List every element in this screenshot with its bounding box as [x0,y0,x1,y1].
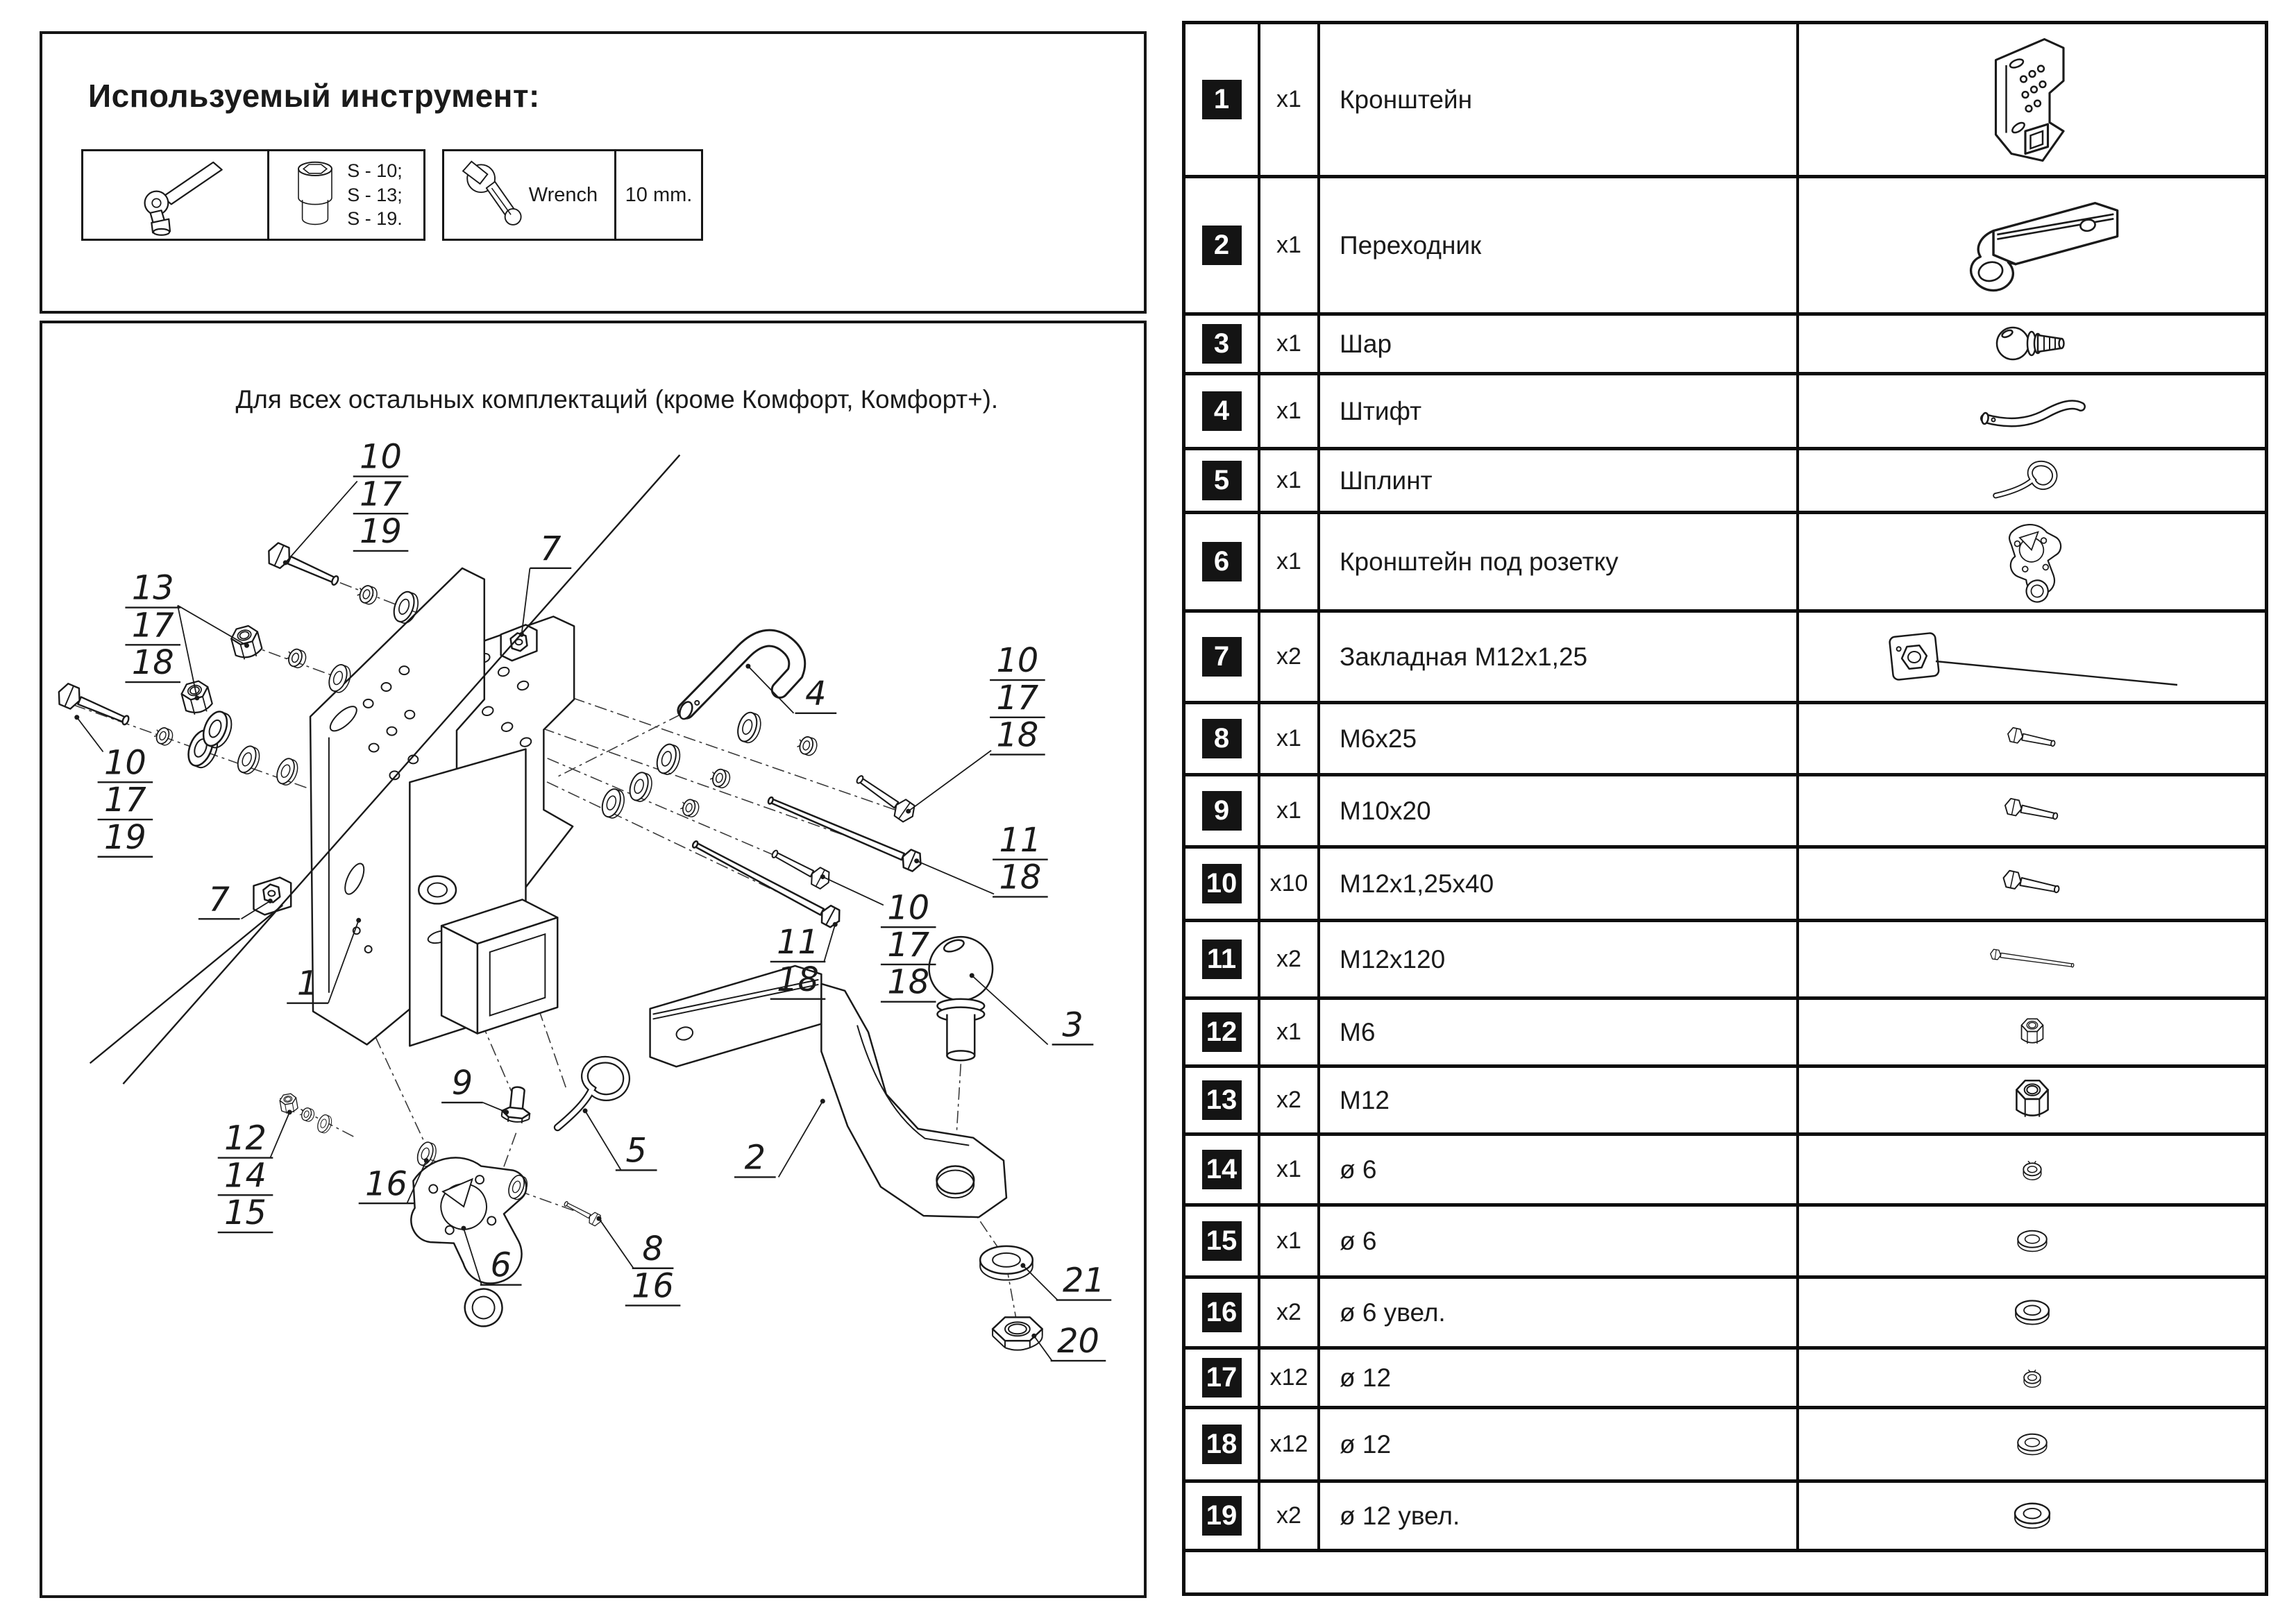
part-name: Переходник [1340,230,1482,260]
part-name-cell [1320,922,1799,996]
part-number-badge: 10 [1202,864,1242,903]
callout-number: 1 [296,965,319,1003]
callout-number: 8 [642,1230,664,1268]
part-icon-pin [1977,392,2088,430]
part-icon-adapter [1932,190,2133,301]
table-row [1185,1068,2265,1136]
socket-cell [269,151,423,239]
callout-number: 18 [777,960,819,999]
callout-number: 18 [887,963,930,1002]
callout [583,1108,657,1170]
exploded-view-drawing [42,323,1144,1595]
quantity-cell [1260,178,1320,312]
fastener-chains-right [599,710,925,929]
part-name: М6 [1340,1017,1376,1046]
part-number-cell [1185,1000,1260,1064]
part-icon-washer-s [2016,1227,2049,1255]
ball-part [929,937,993,1060]
wrench-box [442,149,703,241]
part-image-cell [1799,704,2265,773]
part-image-cell [1799,922,2265,996]
cotter-clip-part [557,1060,626,1128]
part-number-cell [1185,1136,1260,1203]
part-name: ø 6 [1340,1226,1377,1255]
part-name: Кронштейн под розетку [1340,547,1619,576]
callout [125,570,249,701]
quantity-cell [1260,1483,1320,1549]
quantity-value: x1 [1276,1227,1301,1254]
quantity-value: x1 [1276,548,1301,575]
quantity-value: x1 [1276,467,1301,493]
part-name: М12х120 [1340,944,1446,974]
table-row [1185,24,2265,178]
quantity-cell [1260,514,1320,609]
quantity-cell [1260,375,1320,447]
part-image-cell [1799,375,2265,447]
quantity-value: x1 [1276,1156,1301,1182]
callout [914,822,1048,897]
part-number-cell [1185,922,1260,996]
table-row [1185,922,2265,1000]
ratchet-icon [92,153,259,237]
part-icon-bolt-m [1998,792,2066,830]
callout-number: 17 [131,606,174,645]
socket-icon [290,156,340,234]
callout [820,874,936,1002]
part-number-badge: 7 [1202,637,1242,677]
callout-number: 10 [104,744,146,783]
part-name: ø 12 [1340,1363,1392,1392]
part-icon-washer [2016,1431,2049,1459]
quantity-value: x2 [1276,1502,1301,1529]
embedded-nut-left [253,878,291,915]
tools-panel [40,31,1147,314]
pin-part [677,638,797,721]
part-number-cell [1185,450,1260,511]
part-name-cell [1320,849,1799,919]
callout-number: 10 [996,642,1039,681]
part-image-cell [1799,1279,2265,1346]
bolt-8 [562,1198,603,1227]
part-name-cell [1320,450,1799,511]
quantity-cell [1260,1136,1320,1203]
quantity-cell [1260,1279,1320,1346]
callout [441,1064,509,1114]
part-number-badge: 11 [1202,940,1242,979]
part-name: ø 12 увел. [1340,1501,1460,1530]
part-name: Штифт [1340,396,1422,425]
part-image-cell [1799,450,2265,511]
part-name: Шплинт [1340,466,1433,495]
part-icon-bolt-l [1988,945,2077,974]
part-image-cell [1799,1409,2265,1479]
callout-number: 14 [224,1157,267,1196]
part-icon-washer-l [2012,1499,2052,1533]
part-image-cell [1799,316,2265,372]
part-name-cell [1320,1068,1799,1132]
callout-number: 18 [999,858,1042,897]
callout-number: 17 [887,926,930,965]
callout-number: 4 [805,674,827,713]
table-row [1185,1000,2265,1068]
quantity-cell [1260,1068,1320,1132]
callout [1020,1262,1111,1300]
table-row [1185,1350,2265,1409]
wrench-icon [461,158,525,232]
part-image-cell [1799,1068,2265,1132]
quantity-cell [1260,24,1320,175]
callout-number: 3 [1062,1006,1083,1045]
quantity-value: x12 [1269,1431,1308,1457]
part-number-cell [1185,1068,1260,1132]
part-name-cell [1320,24,1799,175]
callout-number: 17 [360,475,402,514]
quantity-cell [1260,1350,1320,1406]
table-row [1185,776,2265,849]
part-name-cell [1320,1000,1799,1064]
part-number-cell [1185,316,1260,372]
quantity-value: x2 [1276,643,1301,670]
table-row [1185,1136,2265,1207]
callout-number: 16 [365,1165,407,1204]
part-image-cell [1799,1000,2265,1064]
part-number-badge: 1 [1202,80,1242,119]
callout-number: 17 [104,781,146,820]
part-name: Кронштейн [1340,85,1473,114]
callout-number: 7 [540,529,562,568]
callout-number: 2 [744,1139,766,1178]
socket-bracket-part [395,1137,564,1339]
part-number-cell [1185,1350,1260,1406]
quantity-cell [1260,1207,1320,1275]
callout-number: 20 [1057,1323,1099,1361]
part-number-badge: 19 [1202,1496,1242,1536]
part-name-cell [1320,704,1799,773]
callout-number: 18 [996,716,1039,755]
part-name: М6х25 [1340,724,1417,753]
part-image-cell [1799,776,2265,845]
quantity-value: x2 [1276,1299,1301,1325]
part-number-badge: 16 [1202,1293,1242,1332]
callout [218,1110,292,1232]
ratchet-socket-box [81,149,425,241]
part-image-cell [1799,1350,2265,1406]
part-name-cell [1320,375,1799,447]
part-number-badge: 4 [1202,391,1242,431]
part-image-cell [1799,1483,2265,1549]
quantity-value: x1 [1276,398,1301,424]
part-name-cell [1320,316,1799,372]
part-image-cell [1799,849,2265,919]
part-name-cell [1320,514,1799,609]
quantity-cell [1260,704,1320,773]
empty-row [1185,1552,2265,1597]
bolt-9 [501,1086,532,1124]
part-number-cell [1185,514,1260,609]
ratchet-cell [83,151,269,239]
diagram-title: Для всех остальных комплектаций (кроме Комфорт, Комфорт+). [235,385,999,414]
part-name: М12х1,25х40 [1340,869,1494,898]
part-icon-nut-s [2017,1014,2048,1051]
quantity-cell [1260,1000,1320,1064]
table-row [1185,1483,2265,1552]
part-icon-ball [1994,320,2070,368]
table-row [1185,704,2265,776]
quantity-cell [1260,776,1320,845]
callout-number: 16 [632,1267,674,1306]
wrench-cell [444,151,616,239]
callout-number: 17 [996,679,1039,717]
part-image-cell [1799,1207,2265,1275]
part-number-cell [1185,178,1260,312]
callout-number: 21 [1063,1261,1105,1300]
callout-number: 7 [208,881,230,919]
part-name: ø 6 увел. [1340,1298,1446,1327]
table-row [1185,849,2265,922]
quantity-value: x1 [1276,330,1301,357]
part-name: М10х20 [1340,796,1431,825]
part-icon-bracket [1980,31,2084,169]
part-image-cell [1799,613,2265,701]
part-number-badge: 15 [1202,1221,1242,1261]
part-number-cell [1185,24,1260,175]
part-number-badge: 8 [1202,719,1242,758]
callout-number: 12 [224,1119,267,1158]
callout-number: 9 [451,1064,473,1103]
callout-number: 10 [887,889,930,928]
callout [734,1098,825,1177]
part-name-cell [1320,1483,1799,1549]
part-number-badge: 14 [1202,1150,1242,1189]
quantity-value: x1 [1276,232,1301,258]
parts-table [1182,21,2268,1596]
part-image-cell [1799,1136,2265,1203]
callout [596,1216,680,1306]
quantity-cell [1260,450,1320,511]
part-name-cell [1320,1350,1799,1406]
part-name-cell [1320,178,1799,312]
part-number-badge: 5 [1202,461,1242,500]
part-number-badge: 3 [1202,324,1242,364]
part-icon-rclip [1991,457,2074,504]
table-row [1185,450,2265,514]
part-name: М12 [1340,1085,1390,1114]
part-name-cell [1320,613,1799,701]
part-icon-washer-m [2013,1297,2052,1329]
part-number-badge: 9 [1202,791,1242,831]
callout-number: 11 [777,924,819,962]
wrench-size-cell [616,151,701,239]
table-row [1185,1279,2265,1350]
table-row [1185,1207,2265,1279]
part-number-badge: 13 [1202,1080,1242,1120]
part-image-cell [1799,178,2265,312]
embedded-nut-stud-wire-2 [90,905,283,1063]
callout-number: 6 [490,1246,512,1285]
callout-number: 19 [104,818,146,857]
socket-sizes: S - 10; S - 13; S - 19. [347,160,403,230]
part-number-cell [1185,375,1260,447]
part-number-cell [1185,1483,1260,1549]
quantity-cell [1260,922,1320,996]
callout-number: 15 [224,1194,267,1233]
wrench-size: 10 mm. [625,183,693,206]
part-number-cell [1185,704,1260,773]
part-number-badge: 2 [1202,226,1242,265]
table-row [1185,1409,2265,1483]
part-icon-bolt-s [2002,722,2063,756]
part-number-badge: 12 [1202,1012,1242,1052]
part-number-badge: 17 [1202,1358,1242,1397]
part-name-cell [1320,1136,1799,1203]
table-row [1185,316,2265,375]
quantity-value: x10 [1269,870,1308,897]
part-icon-nut-l [2011,1074,2054,1127]
ball-washer [980,1246,1033,1280]
callout-number: 10 [360,438,402,477]
callout-number: 11 [999,821,1042,860]
quantity-value: x1 [1276,1019,1301,1045]
part-number-cell [1185,849,1260,919]
callout [283,439,409,566]
part-icon-lock-washer-s [2020,1159,2044,1180]
part-icon-socket-bracket [1991,517,2073,607]
part-name: ø 6 [1340,1155,1377,1184]
part-name-cell [1320,1409,1799,1479]
quantity-value: x2 [1276,946,1301,972]
callout-number: 19 [360,513,402,552]
part-image-cell [1799,24,2265,175]
part-name-cell [1320,1207,1799,1275]
table-row [1185,178,2265,316]
table-row [1185,375,2265,450]
quantity-cell [1260,316,1320,372]
part-name: ø 12 [1340,1429,1392,1459]
part-number-cell [1185,776,1260,845]
quantity-value: x2 [1276,1087,1301,1113]
part-name-cell [1320,776,1799,845]
assembly-diagram-panel [40,321,1147,1598]
callout [906,642,1045,813]
callout [74,715,153,857]
part-icon-embedded-nut [1883,624,2181,690]
part-name: Закладная М12х1,25 [1340,642,1588,671]
callout-number: 18 [131,644,174,683]
quantity-cell [1260,849,1320,919]
part-number-cell [1185,1279,1260,1346]
table-row [1185,514,2265,613]
part-name: Шар [1340,329,1392,358]
callout-number: 5 [625,1132,647,1171]
part-number-badge: 6 [1202,542,1242,581]
part-name-cell [1320,1279,1799,1346]
part-icon-bolt-m2 [1995,865,2070,903]
part-number-cell [1185,613,1260,701]
quantity-value: x1 [1276,86,1301,112]
part-number-badge: 18 [1202,1425,1242,1464]
table-row [1185,613,2265,704]
quantity-value: x12 [1269,1364,1308,1391]
part-number-cell [1185,1409,1260,1479]
quantity-value: x1 [1276,797,1301,824]
part-image-cell [1799,514,2265,609]
part-icon-lock-washer [2020,1368,2045,1388]
callout-number: 13 [131,569,174,608]
nut-12-chain [279,1093,334,1135]
quantity-cell [1260,613,1320,701]
quantity-cell [1260,1409,1320,1479]
tools-title: Используемый инструмент: [88,78,540,114]
part-number-cell [1185,1207,1260,1275]
quantity-value: x1 [1276,725,1301,751]
wrench-label: Wrench [528,183,598,206]
